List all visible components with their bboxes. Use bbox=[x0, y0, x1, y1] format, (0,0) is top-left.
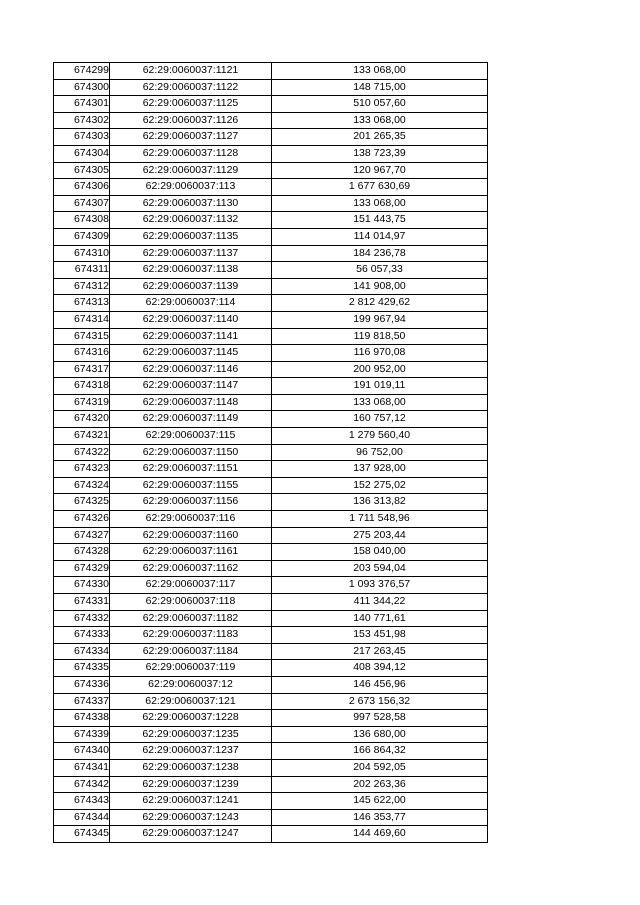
cadastral-number-cell: 62:29:0060037:1121 bbox=[110, 63, 272, 80]
cadastral-number-cell: 62:29:0060037:116 bbox=[110, 511, 272, 528]
row-number-cell: 674345 bbox=[54, 826, 110, 843]
table-row bbox=[54, 311, 488, 328]
cadastral-number-cell: 62:29:0060037:1146 bbox=[110, 361, 272, 378]
cadastral-number-cell: 62:29:0060037:1182 bbox=[110, 610, 272, 627]
table-row bbox=[54, 295, 488, 312]
table-row bbox=[54, 544, 488, 561]
table-row bbox=[54, 345, 488, 362]
cadastral-number-cell: 62:29:0060037:1129 bbox=[110, 162, 272, 179]
table-row bbox=[54, 494, 488, 511]
table-row bbox=[54, 627, 488, 644]
table-row bbox=[54, 361, 488, 378]
row-number-cell: 674307 bbox=[54, 195, 110, 212]
row-number-cell: 674304 bbox=[54, 145, 110, 162]
cadastral-number-cell: 62:29:0060037:1149 bbox=[110, 411, 272, 428]
row-number-cell: 674312 bbox=[54, 278, 110, 295]
value-cell: 146 456,96 bbox=[272, 676, 488, 693]
value-cell: 56 057,33 bbox=[272, 262, 488, 279]
value-cell: 120 967,70 bbox=[272, 162, 488, 179]
table-row bbox=[54, 693, 488, 710]
value-cell: 1 677 630,69 bbox=[272, 179, 488, 196]
table-row bbox=[54, 411, 488, 428]
cadastral-number-cell: 62:29:0060037:117 bbox=[110, 577, 272, 594]
table-row bbox=[54, 776, 488, 793]
value-cell: 116 970,08 bbox=[272, 345, 488, 362]
table-row bbox=[54, 477, 488, 494]
value-cell: 133 068,00 bbox=[272, 394, 488, 411]
row-number-cell: 674326 bbox=[54, 511, 110, 528]
cadastral-number-cell: 62:29:0060037:1162 bbox=[110, 560, 272, 577]
row-number-cell: 674321 bbox=[54, 428, 110, 445]
value-cell: 141 908,00 bbox=[272, 278, 488, 295]
value-cell: 133 068,00 bbox=[272, 63, 488, 80]
row-number-cell: 674306 bbox=[54, 179, 110, 196]
row-number-cell: 674341 bbox=[54, 759, 110, 776]
table-row bbox=[54, 79, 488, 96]
value-cell: 199 967,94 bbox=[272, 311, 488, 328]
cadastral-number-cell: 62:29:0060037:118 bbox=[110, 594, 272, 611]
table-row bbox=[54, 162, 488, 179]
table-row bbox=[54, 129, 488, 146]
row-number-cell: 674340 bbox=[54, 743, 110, 760]
row-number-cell: 674331 bbox=[54, 594, 110, 611]
cadastral-number-cell: 62:29:0060037:1122 bbox=[110, 79, 272, 96]
value-cell: 148 715,00 bbox=[272, 79, 488, 96]
table-row bbox=[54, 378, 488, 395]
table-row bbox=[54, 660, 488, 677]
table-row bbox=[54, 428, 488, 445]
row-number-cell: 674310 bbox=[54, 245, 110, 262]
value-cell: 152 275,02 bbox=[272, 477, 488, 494]
row-number-cell: 674330 bbox=[54, 577, 110, 594]
cadastral-number-cell: 62:29:0060037:1130 bbox=[110, 195, 272, 212]
value-cell: 144 469,60 bbox=[272, 826, 488, 843]
table-row bbox=[54, 726, 488, 743]
table-row bbox=[54, 212, 488, 229]
row-number-cell: 674315 bbox=[54, 328, 110, 345]
value-cell: 158 040,00 bbox=[272, 544, 488, 561]
table-row bbox=[54, 743, 488, 760]
table-row bbox=[54, 560, 488, 577]
value-cell: 145 622,00 bbox=[272, 793, 488, 810]
row-number-cell: 674343 bbox=[54, 793, 110, 810]
table-row bbox=[54, 228, 488, 245]
cadastral-number-cell: 62:29:0060037:119 bbox=[110, 660, 272, 677]
table-row bbox=[54, 245, 488, 262]
cadastral-number-cell: 62:29:0060037:1145 bbox=[110, 345, 272, 362]
value-cell: 114 014,97 bbox=[272, 228, 488, 245]
value-cell: 136 313,82 bbox=[272, 494, 488, 511]
value-cell: 200 952,00 bbox=[272, 361, 488, 378]
value-cell: 140 771,61 bbox=[272, 610, 488, 627]
row-number-cell: 674317 bbox=[54, 361, 110, 378]
row-number-cell: 674311 bbox=[54, 262, 110, 279]
row-number-cell: 674327 bbox=[54, 527, 110, 544]
cadastral-number-cell: 62:29:0060037:1151 bbox=[110, 461, 272, 478]
row-number-cell: 674325 bbox=[54, 494, 110, 511]
row-number-cell: 674308 bbox=[54, 212, 110, 229]
value-cell: 146 353,77 bbox=[272, 809, 488, 826]
row-number-cell: 674333 bbox=[54, 627, 110, 644]
row-number-cell: 674320 bbox=[54, 411, 110, 428]
cadastral-number-cell: 62:29:0060037:1228 bbox=[110, 710, 272, 727]
row-number-cell: 674328 bbox=[54, 544, 110, 561]
row-number-cell: 674338 bbox=[54, 710, 110, 727]
cadastral-number-cell: 62:29:0060037:114 bbox=[110, 295, 272, 312]
table-row bbox=[54, 511, 488, 528]
value-cell: 997 528,58 bbox=[272, 710, 488, 727]
value-cell: 411 344,22 bbox=[272, 594, 488, 611]
table-row bbox=[54, 527, 488, 544]
value-cell: 203 594,04 bbox=[272, 560, 488, 577]
row-number-cell: 674318 bbox=[54, 378, 110, 395]
row-number-cell: 674313 bbox=[54, 295, 110, 312]
cadastral-number-cell: 62:29:0060037:1135 bbox=[110, 228, 272, 245]
value-cell: 136 680,00 bbox=[272, 726, 488, 743]
cadastral-number-cell: 62:29:0060037:12 bbox=[110, 676, 272, 693]
row-number-cell: 674323 bbox=[54, 461, 110, 478]
cadastral-number-cell: 62:29:0060037:1235 bbox=[110, 726, 272, 743]
value-cell: 2 812 429,62 bbox=[272, 295, 488, 312]
value-cell: 1 711 548,96 bbox=[272, 511, 488, 528]
table-row bbox=[54, 394, 488, 411]
value-cell: 191 019,11 bbox=[272, 378, 488, 395]
value-cell: 184 236,78 bbox=[272, 245, 488, 262]
row-number-cell: 674305 bbox=[54, 162, 110, 179]
cadastral-number-cell: 62:29:0060037:1147 bbox=[110, 378, 272, 395]
table-row bbox=[54, 278, 488, 295]
table-row bbox=[54, 179, 488, 196]
cadastral-number-cell: 62:29:0060037:1237 bbox=[110, 743, 272, 760]
row-number-cell: 674300 bbox=[54, 79, 110, 96]
row-number-cell: 674324 bbox=[54, 477, 110, 494]
value-cell: 1 279 560,40 bbox=[272, 428, 488, 445]
table-row bbox=[54, 826, 488, 843]
cadastral-number-cell: 62:29:0060037:1126 bbox=[110, 112, 272, 129]
row-number-cell: 674336 bbox=[54, 676, 110, 693]
cadastral-number-cell: 62:29:0060037:1139 bbox=[110, 278, 272, 295]
row-number-cell: 674344 bbox=[54, 809, 110, 826]
cadastral-number-cell: 62:29:0060037:1137 bbox=[110, 245, 272, 262]
table-row bbox=[54, 96, 488, 113]
row-number-cell: 674303 bbox=[54, 129, 110, 146]
row-number-cell: 674316 bbox=[54, 345, 110, 362]
table-row bbox=[54, 195, 488, 212]
value-cell: 160 757,12 bbox=[272, 411, 488, 428]
cadastral-number-cell: 62:29:0060037:113 bbox=[110, 179, 272, 196]
row-number-cell: 674314 bbox=[54, 311, 110, 328]
value-cell: 138 723,39 bbox=[272, 145, 488, 162]
value-cell: 1 093 376,57 bbox=[272, 577, 488, 594]
table-row bbox=[54, 112, 488, 129]
cadastral-number-cell: 62:29:0060037:1241 bbox=[110, 793, 272, 810]
table-row bbox=[54, 328, 488, 345]
cadastral-number-cell: 62:29:0060037:1243 bbox=[110, 809, 272, 826]
cadastral-number-cell: 62:29:0060037:1128 bbox=[110, 145, 272, 162]
table-row bbox=[54, 594, 488, 611]
table-row bbox=[54, 610, 488, 627]
table-row bbox=[54, 710, 488, 727]
cadastral-number-cell: 62:29:0060037:1238 bbox=[110, 759, 272, 776]
value-cell: 510 057,60 bbox=[272, 96, 488, 113]
cadastral-number-cell: 62:29:0060037:1155 bbox=[110, 477, 272, 494]
cadastral-value-table bbox=[53, 62, 488, 843]
table-row bbox=[54, 63, 488, 80]
value-cell: 408 394,12 bbox=[272, 660, 488, 677]
table-row bbox=[54, 461, 488, 478]
value-cell: 204 592,05 bbox=[272, 759, 488, 776]
value-cell: 153 451,98 bbox=[272, 627, 488, 644]
value-cell: 151 443,75 bbox=[272, 212, 488, 229]
value-cell: 275 203,44 bbox=[272, 527, 488, 544]
row-number-cell: 674337 bbox=[54, 693, 110, 710]
cadastral-number-cell: 62:29:0060037:1183 bbox=[110, 627, 272, 644]
value-cell: 96 752,00 bbox=[272, 444, 488, 461]
row-number-cell: 674319 bbox=[54, 394, 110, 411]
row-number-cell: 674302 bbox=[54, 112, 110, 129]
row-number-cell: 674332 bbox=[54, 610, 110, 627]
value-cell: 133 068,00 bbox=[272, 195, 488, 212]
row-number-cell: 674339 bbox=[54, 726, 110, 743]
table-row bbox=[54, 262, 488, 279]
cadastral-number-cell: 62:29:0060037:1141 bbox=[110, 328, 272, 345]
value-cell: 133 068,00 bbox=[272, 112, 488, 129]
table-body bbox=[54, 63, 488, 843]
value-cell: 217 263,45 bbox=[272, 643, 488, 660]
table-row bbox=[54, 676, 488, 693]
cadastral-number-cell: 62:29:0060037:1148 bbox=[110, 394, 272, 411]
cadastral-number-cell: 62:29:0060037:1184 bbox=[110, 643, 272, 660]
cadastral-number-cell: 62:29:0060037:1138 bbox=[110, 262, 272, 279]
table-row bbox=[54, 577, 488, 594]
row-number-cell: 674322 bbox=[54, 444, 110, 461]
row-number-cell: 674329 bbox=[54, 560, 110, 577]
table-row bbox=[54, 759, 488, 776]
cadastral-number-cell: 62:29:0060037:1125 bbox=[110, 96, 272, 113]
table-row bbox=[54, 793, 488, 810]
value-cell: 201 265,35 bbox=[272, 129, 488, 146]
value-cell: 166 864,32 bbox=[272, 743, 488, 760]
value-cell: 137 928,00 bbox=[272, 461, 488, 478]
row-number-cell: 674334 bbox=[54, 643, 110, 660]
table-row bbox=[54, 145, 488, 162]
cadastral-number-cell: 62:29:0060037:1150 bbox=[110, 444, 272, 461]
cadastral-number-cell: 62:29:0060037:115 bbox=[110, 428, 272, 445]
cadastral-number-cell: 62:29:0060037:1156 bbox=[110, 494, 272, 511]
table-row bbox=[54, 444, 488, 461]
row-number-cell: 674342 bbox=[54, 776, 110, 793]
cadastral-number-cell: 62:29:0060037:1160 bbox=[110, 527, 272, 544]
cadastral-number-cell: 62:29:0060037:121 bbox=[110, 693, 272, 710]
table-row bbox=[54, 643, 488, 660]
cadastral-number-cell: 62:29:0060037:1132 bbox=[110, 212, 272, 229]
cadastral-number-cell: 62:29:0060037:1127 bbox=[110, 129, 272, 146]
cadastral-number-cell: 62:29:0060037:1239 bbox=[110, 776, 272, 793]
value-cell: 202 263,36 bbox=[272, 776, 488, 793]
row-number-cell: 674301 bbox=[54, 96, 110, 113]
row-number-cell: 674309 bbox=[54, 228, 110, 245]
value-cell: 119 818,50 bbox=[272, 328, 488, 345]
row-number-cell: 674335 bbox=[54, 660, 110, 677]
value-cell: 2 673 156,32 bbox=[272, 693, 488, 710]
cadastral-number-cell: 62:29:0060037:1140 bbox=[110, 311, 272, 328]
table-row bbox=[54, 809, 488, 826]
cadastral-number-cell: 62:29:0060037:1161 bbox=[110, 544, 272, 561]
row-number-cell: 674299 bbox=[54, 63, 110, 80]
cadastral-number-cell: 62:29:0060037:1247 bbox=[110, 826, 272, 843]
